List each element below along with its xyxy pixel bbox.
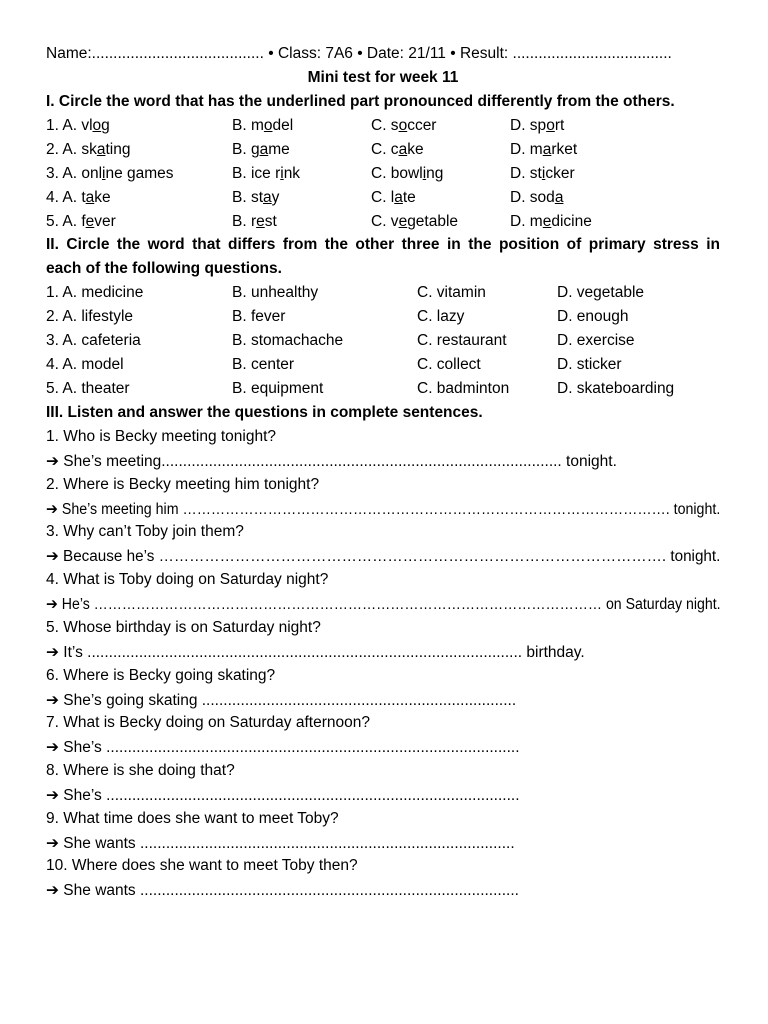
answer-line [46,641,585,663]
option-text: C. bowl [371,165,423,182]
answer-option [232,163,300,185]
option-text: B. st [232,189,264,206]
option-text: B. m [232,117,264,134]
option-text: ke [407,141,424,158]
option-text: D. m [510,141,543,158]
underlined-letter: e [398,213,408,230]
option-text: st [264,213,277,230]
underlined-letter: i [280,165,284,182]
option-text: D. sod [510,189,555,206]
answer-line [46,879,519,901]
answer-text: She wants ....................................................................................... [59,834,515,852]
question-text: 4. What is Toby doing on Saturday night? [46,571,329,589]
answer-option: B. fever [232,308,286,325]
underlined-letter: i [102,165,106,182]
option-text: B. r [232,213,257,230]
answer-option [46,187,111,209]
option-text: C. s [371,117,399,134]
answer-line [46,498,720,520]
option-text: C. c [371,141,399,158]
answer-text: She’s meeting him …………………………………………………………………………………………. tonight. [57,500,721,518]
option-text: y [271,189,280,206]
answer-option: 1. A. medicine [46,284,144,301]
answer-option: D. vegetable [557,284,645,301]
question-text: 10. Where does she want to meet Toby then? [46,857,358,875]
arrow-icon: ➔ [46,499,58,518]
option-text: 5. A. f [46,213,86,230]
answer-line [46,832,515,854]
option-text: ne games [105,165,174,182]
answer-option [46,115,110,137]
option-text: D. sp [510,117,547,134]
student-info-line: Name:........................................ • Class: 7A6 • Date: 21/11 • Result: ..................................... [46,45,672,62]
answer-option [46,211,116,233]
option-text: cker [545,165,575,182]
option-text: B. g [232,141,260,158]
answer-option [232,187,279,209]
answer-text: She wants ........................................................................................ [59,882,519,900]
underlined-letter: o [92,117,102,134]
answer-option: C. collect [417,356,481,373]
option-text: 4. A. t [46,189,86,206]
option-text: rket [551,141,578,158]
underlined-letter: a [259,141,269,158]
answer-text: Because he’s ………………………………………………………………………………………. tonight. [58,548,721,566]
answer-text: She’s going skating ......................................................................... [59,691,517,709]
arrow-icon: ➔ [46,595,58,614]
arrow-icon: ➔ [46,738,59,757]
option-text: D. st [510,165,542,182]
question-text: 2. Where is Becky meeting him tonight? [46,475,320,493]
underlined-letter: a [554,189,564,206]
arrow-icon: ➔ [46,881,59,900]
answer-option [371,115,436,137]
question-text: 9. What time does she want to meet Toby? [46,809,339,827]
option-text: dicine [551,213,592,230]
option-text: 3. A. onl [46,165,103,182]
answer-option: D. exercise [557,332,635,349]
answer-option: D. skateboarding [557,380,675,397]
answer-option: B. center [232,356,295,373]
option-text: me [268,141,290,158]
answer-option [232,139,290,161]
underlined-letter: o [546,117,555,134]
option-text: ke [94,189,111,206]
arrow-icon: ➔ [46,833,59,852]
answer-option: D. enough [557,308,629,325]
underlined-letter: a [263,189,272,206]
underlined-letter: a [398,141,408,158]
answer-text: He’s ……………………………………………………………………………………………… on Saturday night. [57,596,721,614]
answer-option [371,163,443,185]
question-text: 7. What is Becky doing on Saturday afternoon? [46,714,370,732]
underlined-letter: a [96,141,106,158]
arrow-icon: ➔ [46,452,59,470]
underlined-letter: a [85,189,95,206]
arrow-icon: ➔ [46,547,59,566]
arrow-icon: ➔ [46,642,59,661]
question-text: 3. Why can’t Toby join them? [46,523,244,541]
underlined-letter: i [541,165,546,182]
answer-line [46,736,520,758]
answer-option [510,139,577,161]
section2-heading-line2: each of the following questions. [46,260,282,277]
option-text: rt [554,117,565,134]
arrow-icon: ➔ [46,690,59,709]
underlined-letter: o [263,117,273,134]
answer-option: D. sticker [557,356,622,373]
underlined-letter: e [542,213,552,230]
arrow-icon: ➔ [46,785,59,804]
answer-option [510,211,592,233]
option-text: C. l [371,189,395,206]
answer-option [46,139,130,161]
answer-option [46,163,174,185]
underlined-letter: a [394,189,403,206]
option-text: te [402,189,416,206]
answer-option [371,139,424,161]
underlined-letter: e [256,213,265,230]
page-title: Mini test for week 11 [307,69,459,86]
answer-option: C. badminton [417,380,510,397]
question-text: 5. Whose birthday is on Saturday night? [46,618,321,636]
option-text: 1. A. vl [46,117,93,134]
option-text: ng [426,165,444,182]
answer-option: B. equipment [232,380,324,397]
answer-text: It’s ..................................................................................................... birthday. [59,643,585,661]
option-text: g [101,117,110,134]
answer-option: C. restaurant [417,332,507,349]
answer-option [371,187,416,209]
answer-option: B. stomachache [232,332,344,349]
underlined-letter: i [422,165,427,182]
answer-option [510,115,564,137]
answer-option [371,211,458,233]
answer-option: C. vitamin [417,284,486,301]
answer-option [232,211,277,233]
answer-line [46,784,520,806]
answer-option: C. lazy [417,308,465,325]
option-text: D. m [510,213,543,230]
answer-text: She’s ................................................................................................ [59,739,520,757]
answer-option: 2. A. lifestyle [46,308,134,325]
option-text: getable [407,213,459,230]
answer-option: 4. A. model [46,356,124,373]
answer-text: She’s ................................................................................................ [59,786,520,804]
option-text: B. ice r [232,165,281,182]
option-text: del [272,117,294,134]
question-text: 1. Who is Becky meeting tonight? [46,428,277,445]
option-text: C. v [371,213,399,230]
answer-option: B. unhealthy [232,284,319,301]
option-text: ting [105,141,131,158]
answer-line [46,593,721,615]
answer-option: 3. A. cafeteria [46,332,141,349]
option-text: nk [283,165,301,182]
option-text: ccer [407,117,437,134]
option-text: 2. A. sk [46,141,97,158]
question-text: 8. Where is she doing that? [46,761,235,779]
section3-heading: III. Listen and answer the questions in complete sentences. [46,404,483,421]
answer-option [510,187,563,209]
answer-line [46,450,617,472]
answer-text: She’s meeting............................................................................................. tonight. [59,453,617,470]
underlined-letter: a [542,141,552,158]
option-text: ver [94,213,116,230]
underlined-letter: e [85,213,95,230]
answer-option: 5. A. theater [46,380,130,397]
answer-line [46,689,516,711]
underlined-letter: o [398,117,408,134]
answer-option [510,163,575,185]
section2-heading-line1: II. Circle the word that differs from the other three in the position of primary stress in [46,236,720,253]
answer-line [46,545,720,567]
question-text: 6. Where is Becky going skating? [46,666,276,684]
answer-option [232,115,293,137]
section1-heading: I. Circle the word that has the underlined part pronounced differently from the others. [46,93,675,110]
